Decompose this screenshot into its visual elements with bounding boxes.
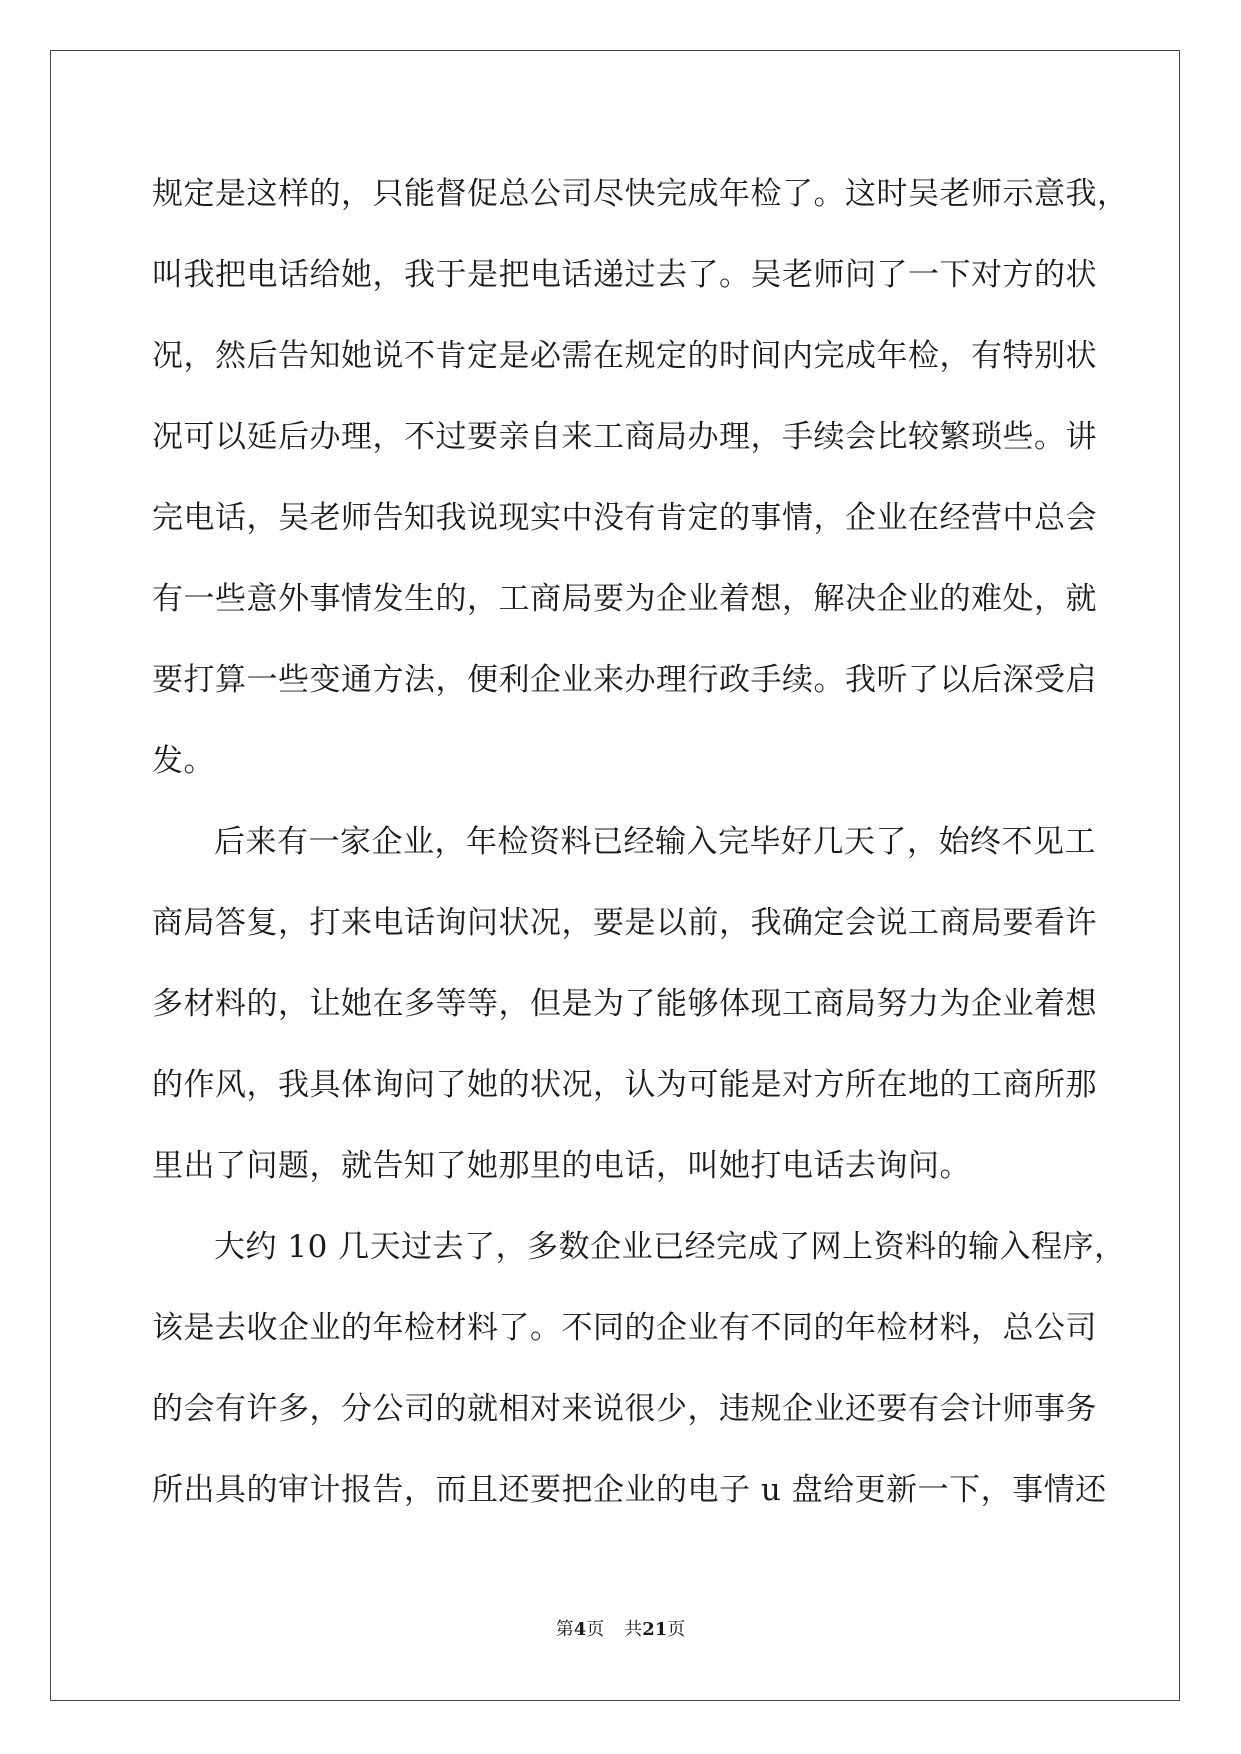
text-line: 有一些意外事情发生的，工商局要为企业着想，解决企业的难处，就 bbox=[152, 581, 1097, 617]
text-line: 规定是这样的，只能督促总公司尽快完成年检了。这时吴老师示意我， bbox=[152, 176, 1129, 212]
page-footer bbox=[0, 1618, 1241, 1642]
text-line: 要打算一些变通方法，便利企业来办理行政手续。我听了以后深受启 bbox=[152, 662, 1097, 698]
text-line: 完电话，吴老师告知我说现实中没有肯定的事情，企业在经营中总会 bbox=[152, 500, 1097, 536]
text-line: 里出了问题，就告知了她那里的电话，叫她打电话去询问。 bbox=[152, 1148, 971, 1184]
page-number: 4 bbox=[573, 1619, 587, 1640]
document-body bbox=[152, 154, 1129, 1531]
text-line: 所出具的审计报告，而且还要把企业的电子 u 盘给更新一下，事情还 bbox=[152, 1472, 1107, 1508]
text-line: 况可以延后办理，不过要亲自来工商局办理，手续会比较繁琐些。讲 bbox=[152, 419, 1097, 455]
text-line: 商局答复，打来电话询问状况，要是以前，我确定会说工商局要看许 bbox=[152, 905, 1097, 941]
page-suffix: 页 bbox=[586, 1619, 605, 1640]
text-line: 该是去收企业的年检材料了。不同的企业有不同的年检材料，总公司 bbox=[152, 1310, 1097, 1346]
total-prefix: 共 bbox=[624, 1619, 643, 1640]
text-line: 叫我把电话给她，我于是把电话递过去了。吴老师问了一下对方的状 bbox=[152, 257, 1097, 293]
text-line: 的作风，我具体询问了她的状况，认为可能是对方所在地的工商所那 bbox=[152, 1067, 1097, 1103]
text-line: 况，然后告知她说不肯定是必需在规定的时间内完成年检，有特别状 bbox=[152, 338, 1097, 374]
paragraph-start-line: 大约 10 几天过去了，多数企业已经完成了网上资料的输入程序， bbox=[214, 1229, 1126, 1265]
text-line: 的会有许多，分公司的就相对来说很少，违规企业还要有会计师事务 bbox=[152, 1391, 1097, 1427]
page-prefix: 第 bbox=[555, 1619, 574, 1640]
total-pages: 21 bbox=[642, 1619, 668, 1640]
total-suffix: 页 bbox=[667, 1619, 686, 1640]
text-line: 多材料的，让她在多等等，但是为了能够体现工商局努力为企业着想 bbox=[152, 986, 1097, 1022]
paragraph-start-line: 后来有一家企业，年检资料已经输入完毕好几天了，始终不见工 bbox=[214, 824, 1096, 860]
text-line: 发。 bbox=[152, 743, 215, 779]
